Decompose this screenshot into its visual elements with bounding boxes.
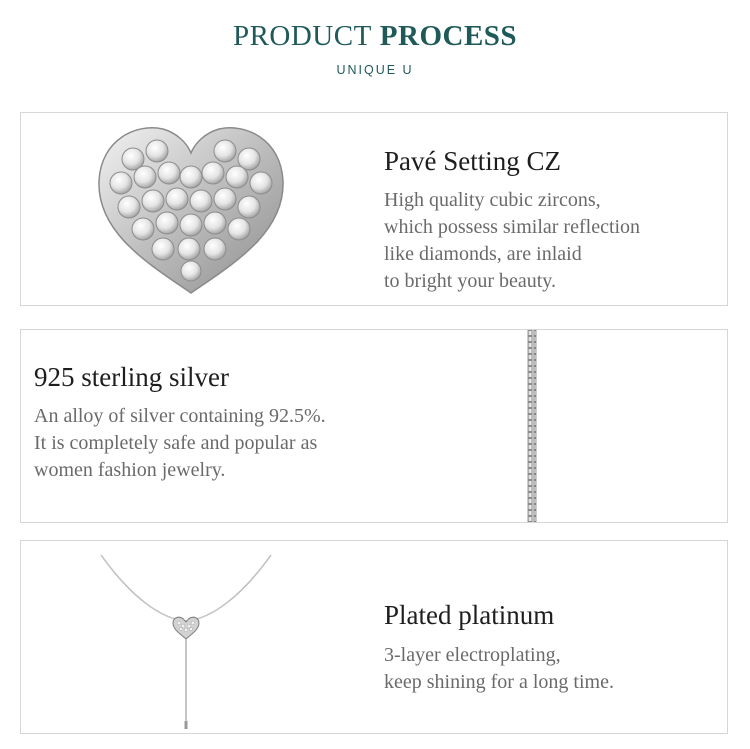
page-subtitle: UNIQUE U bbox=[336, 63, 414, 77]
section-description bbox=[384, 642, 614, 696]
section-heading: Pavé Setting CZ bbox=[384, 146, 561, 176]
box-chain-closeup-image bbox=[517, 330, 547, 522]
page-title bbox=[0, 20, 750, 53]
page-header bbox=[0, 0, 750, 100]
description-line: women fashion jewelry. bbox=[34, 459, 226, 481]
description-line: keep shining for a long time. bbox=[384, 671, 614, 693]
section-heading: Plated platinum bbox=[384, 600, 555, 630]
section-description bbox=[34, 403, 326, 484]
description-line: to bright your beauty. bbox=[384, 270, 557, 292]
heart-lariat-necklace-image bbox=[91, 547, 281, 733]
description-line: An alloy of silver containing 92.5%. bbox=[34, 405, 326, 427]
feature-panel-plated-platinum bbox=[20, 540, 728, 734]
title-light: PRODUCT bbox=[232, 20, 372, 52]
description-line: which possess similar reflection bbox=[384, 216, 641, 238]
feature-panel-pave-setting bbox=[20, 112, 728, 306]
section-heading: 925 sterling silver bbox=[34, 362, 229, 392]
feature-panel-sterling-silver bbox=[20, 329, 728, 523]
description-line: like diamonds, are inlaid bbox=[384, 243, 582, 265]
title-bold: PROCESS bbox=[379, 20, 518, 52]
description-line: 3-layer electroplating, bbox=[384, 644, 561, 666]
pave-heart-charm-image bbox=[91, 121, 291, 297]
section-description bbox=[384, 187, 640, 295]
description-line: It is completely safe and popular as bbox=[34, 432, 318, 454]
description-line: High quality cubic zircons, bbox=[384, 189, 601, 211]
